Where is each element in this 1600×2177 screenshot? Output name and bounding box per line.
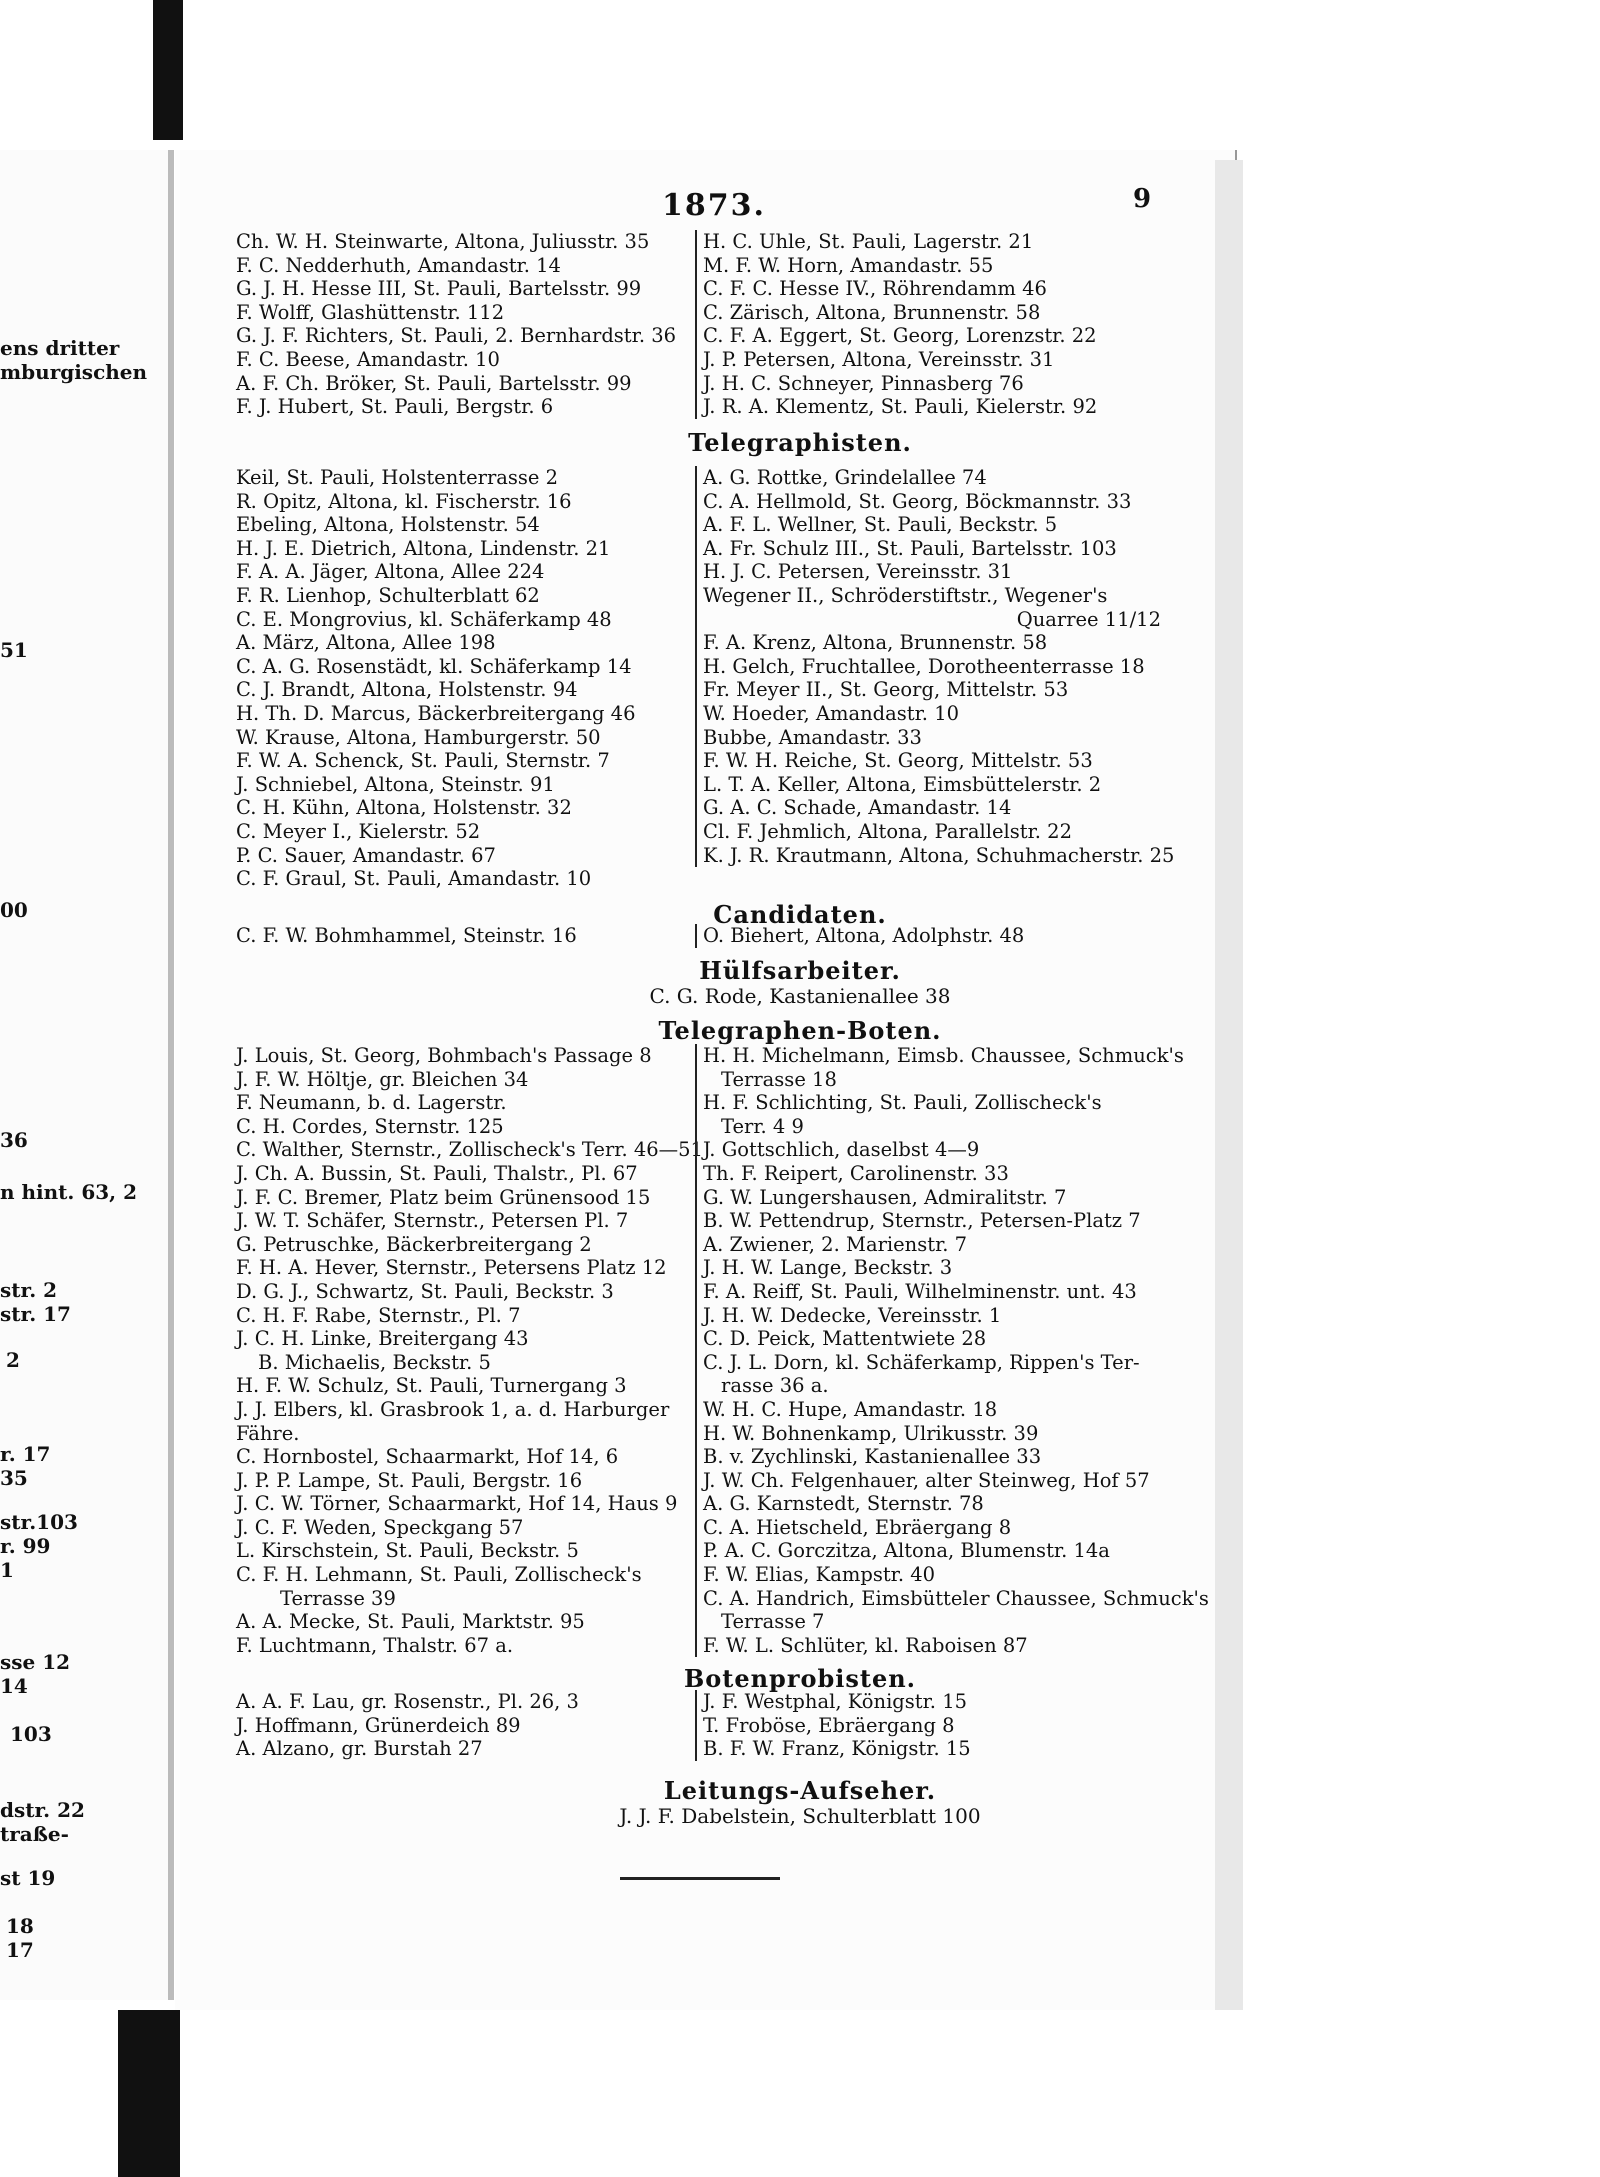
list-item: G. Petruschke, Bäckerbreitergang 2 — [236, 1232, 592, 1256]
fragment: mburgischen — [0, 360, 148, 384]
list-item: J. Gottschlich, daselbst 4—9 — [703, 1138, 980, 1162]
fragment: st 19 — [0, 1866, 56, 1890]
list-item: F. A. A. Jäger, Altona, Allee 224 — [236, 560, 545, 584]
list-item: Th. F. Reipert, Carolinenstr. 33 — [703, 1161, 1009, 1185]
list-item: C. J. L. Dorn, kl. Schäferkamp, Rippen's Ter- — [703, 1350, 1140, 1374]
list-item: J. C. W. Törner, Schaarmarkt, Hof 14, Haus 9 — [236, 1492, 678, 1516]
list-item: H. H. Michelmann, Eimsb. Chaussee, Schmuck's — [703, 1044, 1184, 1067]
list-item: C. J. Brandt, Altona, Holstenstr. 94 — [236, 678, 578, 702]
list-item: P. A. C. Gorczitza, Altona, Blumenstr. 14a — [703, 1539, 1110, 1563]
list-item: A. G. Karnstedt, Sternstr. 78 — [703, 1492, 984, 1516]
list-item: J. Schniebel, Altona, Steinstr. 91 — [236, 772, 555, 796]
list-item: F. W. A. Schenck, St. Pauli, Sternstr. 7 — [236, 749, 610, 773]
list-item: G. J. F. Richters, St. Pauli, 2. Bernhardstr. 36 — [236, 324, 677, 348]
list-item: F. C. Nedderhuth, Amandastr. 14 — [236, 253, 561, 277]
fragment: 35 — [0, 1466, 28, 1490]
list-item: H. Gelch, Fruchtallee, Dorotheenterrasse 18 — [703, 654, 1145, 678]
list-item: C. A. Hietscheld, Ebräergang 8 — [703, 1515, 1012, 1539]
list-item: A. G. Rottke, Grindelallee 74 — [703, 466, 987, 489]
list-item: J. F. W. Höltje, gr. Bleichen 34 — [236, 1067, 529, 1091]
list-item: A. A. F. Lau, gr. Rosenstr., Pl. 26, 3 — [236, 1690, 579, 1713]
list-item: F. J. Hubert, St. Pauli, Bergstr. 6 — [236, 395, 554, 419]
list-item: F. A. Reiff, St. Pauli, Wilhelminenstr. unt. 43 — [703, 1279, 1137, 1303]
list-item: J. P. P. Lampe, St. Pauli, Bergstr. 16 — [236, 1468, 583, 1492]
list-item: C. F. H. Lehmann, St. Pauli, Zollischeck's — [236, 1563, 642, 1587]
list-item: L. T. A. Keller, Altona, Eimsbüttelerstr. 2 — [703, 772, 1102, 796]
list-item: F. Luchtmann, Thalstr. 67 a. — [236, 1633, 514, 1657]
list-item: A. Alzano, gr. Burstah 27 — [236, 1737, 483, 1761]
list-item: J. R. A. Klementz, St. Pauli, Kielerstr. 92 — [703, 395, 1098, 419]
binding-shadow-bottom — [118, 2010, 180, 2177]
fragment: 18 — [6, 1914, 34, 1938]
list-item: C. H. F. Rabe, Sternstr., Pl. 7 — [236, 1303, 521, 1327]
list-item: J. H. W. Dedecke, Vereinsstr. 1 — [703, 1303, 1002, 1327]
top-right-column — [695, 230, 1173, 419]
fragment: 00 — [0, 898, 28, 922]
fragment: n hint. 63, 2 — [0, 1180, 138, 1204]
fragment: str. 17 — [0, 1302, 71, 1326]
page-year: 1873. — [662, 188, 766, 223]
list-item: J. H. W. Lange, Beckstr. 3 — [703, 1256, 953, 1280]
list-item: G. A. C. Schade, Amandastr. 14 — [703, 796, 1012, 820]
list-item: F. W. Elias, Kampstr. 40 — [703, 1563, 936, 1587]
list-item: C. F. A. Eggert, St. Georg, Lorenzstr. 22 — [703, 324, 1097, 348]
list-item: B. W. Pettendrup, Sternstr., Petersen-Platz 7 — [703, 1209, 1141, 1233]
fragment: 2 — [6, 1348, 20, 1372]
list-item-continuation: Terrasse 18 — [721, 1067, 837, 1091]
binding-shadow-top — [153, 0, 183, 140]
list-item: A. F. L. Wellner, St. Pauli, Beckstr. 5 — [703, 513, 1058, 537]
list-item: C. F. C. Hesse IV., Röhrendamm 46 — [703, 277, 1047, 301]
list-item: A. A. Mecke, St. Pauli, Marktstr. 95 — [236, 1610, 585, 1634]
list-item: P. C. Sauer, Amandastr. 67 — [236, 843, 496, 867]
fragment: 51 — [0, 638, 28, 662]
list-item: C. Zärisch, Altona, Brunnenstr. 58 — [703, 300, 1041, 324]
page-number: 9 — [1133, 184, 1152, 214]
list-item: L. Kirschstein, St. Pauli, Beckstr. 5 — [236, 1539, 579, 1563]
boten-left-column — [236, 1044, 703, 1657]
section-heading-botenprobisten: Botenprobisten. — [683, 1664, 917, 1693]
list-item: J. Hoffmann, Grünerdeich 89 — [236, 1713, 521, 1737]
candidaten-right-column — [695, 924, 1173, 948]
list-item: Cl. F. Jehmlich, Altona, Parallelstr. 22 — [703, 819, 1072, 843]
list-item: F. W. L. Schlüter, kl. Raboisen 87 — [703, 1633, 1028, 1657]
telegraphisten-left-column — [236, 466, 691, 891]
list-item: H. F. W. Schulz, St. Pauli, Turnergang 3 — [236, 1374, 627, 1398]
list-item: C. F. Graul, St. Pauli, Amandastr. 10 — [236, 867, 592, 891]
list-item: B. F. W. Franz, Königstr. 15 — [703, 1737, 971, 1761]
fragment: r. 17 — [0, 1442, 51, 1466]
list-item: A. Zwiener, 2. Marienstr. 7 — [703, 1232, 968, 1256]
fragment: 17 — [6, 1938, 34, 1962]
section-heading-telegraphen-boten: Telegraphen-Boten. — [658, 1016, 942, 1045]
fragment: 14 — [0, 1674, 28, 1698]
list-item: B. v. Zychlinski, Kastanienallee 33 — [703, 1445, 1042, 1469]
telegraphisten-right-column — [695, 466, 1173, 867]
list-item: R. Opitz, Altona, kl. Fischerstr. 16 — [236, 489, 572, 513]
list-item: H. F. Schlichting, St. Pauli, Zollischeck's — [703, 1091, 1102, 1115]
probisten-right-column — [695, 1690, 1173, 1761]
fragment: 36 — [0, 1128, 28, 1152]
fragment: ens dritter — [0, 336, 120, 360]
list-item: H. W. Bohnenkamp, Ulrikusstr. 39 — [703, 1421, 1039, 1445]
list-item: H. C. Uhle, St. Pauli, Lagerstr. 21 — [703, 230, 1034, 253]
list-item: J. W. T. Schäfer, Sternstr., Petersen Pl. 7 — [236, 1209, 629, 1233]
list-item: C. A. Handrich, Eimsbütteler Chaussee, Schmuck's — [703, 1586, 1209, 1610]
list-item: Keil, St. Pauli, Holstenterrasse 2 — [236, 466, 559, 489]
list-item: J. W. Ch. Felgenhauer, alter Steinweg, Hof 57 — [703, 1468, 1150, 1492]
section-heading-leitungs-aufseher: Leitungs-Aufseher. — [663, 1776, 937, 1805]
list-item: J. C. H. Linke, Breitergang 43 — [236, 1327, 529, 1351]
list-item: J. F. C. Bremer, Platz beim Grünensood 15 — [236, 1185, 651, 1209]
probisten-left-column — [236, 1690, 691, 1761]
list-item: Ebeling, Altona, Holstenstr. 54 — [236, 513, 540, 537]
fragment: r. 99 — [0, 1534, 51, 1558]
list-item-continuation: Quarree 11/12 — [1016, 607, 1161, 631]
fragment: traße- — [0, 1822, 69, 1846]
list-item-continuation: Fähre. — [236, 1421, 300, 1445]
list-item: A. Fr. Schulz III., St. Pauli, Bartelsstr. 103 — [703, 536, 1117, 560]
list-item-continuation: Terrasse 7 — [721, 1610, 825, 1634]
list-item: H. Th. D. Marcus, Bäckerbreitergang 46 — [236, 701, 636, 725]
fragment: str. 2 — [0, 1278, 58, 1302]
list-item: C. H. Kühn, Altona, Holstenstr. 32 — [236, 796, 572, 820]
list-item: W. Hoeder, Amandastr. 10 — [703, 701, 960, 725]
list-item: J. J. F. Dabelstein, Schulterblatt 100 — [619, 1804, 981, 1828]
list-item: Wegener II., Schröderstiftstr., Wegener's — [703, 583, 1108, 607]
closing-rule — [620, 1877, 780, 1880]
list-item: O. Biehert, Altona, Adolphstr. 48 — [703, 924, 1025, 947]
fragment: sse 12 — [0, 1650, 71, 1674]
fragment: str.103 — [0, 1510, 78, 1534]
list-item: J. F. Westphal, Königstr. 15 — [703, 1690, 968, 1713]
list-item: W. H. C. Hupe, Amandastr. 18 — [703, 1397, 998, 1421]
top-left-column — [236, 230, 691, 419]
list-item: B. Michaelis, Beckstr. 5 — [258, 1350, 491, 1374]
list-item-continuation: rasse 36 a. — [721, 1374, 829, 1398]
list-item: G. W. Lungershausen, Admiralitstr. 7 — [703, 1185, 1067, 1209]
list-item: K. J. R. Krautmann, Altona, Schuhmacherstr. 25 — [703, 843, 1175, 867]
list-item: H. J. C. Petersen, Vereinsstr. 31 — [703, 560, 1013, 584]
list-item: G. J. H. Hesse III, St. Pauli, Bartelsstr. 99 — [236, 277, 642, 301]
list-item: C. A. G. Rosenstädt, kl. Schäferkamp 14 — [236, 654, 632, 678]
list-item: J. J. Elbers, kl. Grasbrook 1, a. d. Harburger — [236, 1397, 670, 1421]
fragment: dstr. 22 — [0, 1798, 85, 1822]
list-item: C. Walther, Sternstr., Zollischeck's Terr. 46—51 — [236, 1138, 703, 1162]
list-item: J. C. F. Weden, Speckgang 57 — [236, 1515, 524, 1539]
list-item: F. H. A. Hever, Sternstr., Petersens Platz 12 — [236, 1256, 667, 1280]
fragment: 103 — [10, 1722, 52, 1746]
fragment: 1 — [0, 1558, 14, 1582]
list-item: F. R. Lienhop, Schulterblatt 62 — [236, 583, 540, 607]
list-item: C. E. Mongrovius, kl. Schäferkamp 48 — [236, 607, 612, 631]
list-item: T. Froböse, Ebräergang 8 — [703, 1713, 955, 1737]
section-heading-huelfsarbeiter: Hülfsarbeiter. — [699, 956, 901, 985]
section-heading-candidaten: Candidaten. — [713, 900, 887, 929]
list-item: Fr. Meyer II., St. Georg, Mittelstr. 53 — [703, 678, 1069, 702]
list-item: J. Louis, St. Georg, Bohmbach's Passage 8 — [236, 1044, 652, 1067]
list-item: H. J. E. Dietrich, Altona, Lindenstr. 21 — [236, 536, 611, 560]
list-item: Ch. W. H. Steinwarte, Altona, Juliusstr. 35 — [236, 230, 650, 253]
list-item: Bubbe, Amandastr. 33 — [703, 725, 922, 749]
list-item: C. Meyer I., Kielerstr. 52 — [236, 819, 481, 843]
list-item: W. Krause, Altona, Hamburgerstr. 50 — [236, 725, 601, 749]
list-item: A. F. Ch. Bröker, St. Pauli, Bartelsstr. 99 — [236, 371, 632, 395]
list-item: C. G. Rode, Kastanienallee 38 — [649, 984, 951, 1008]
list-item: F. W. H. Reiche, St. Georg, Mittelstr. 53 — [703, 749, 1093, 773]
boten-right-column — [695, 1044, 1209, 1657]
list-item: C. A. Hellmold, St. Georg, Böckmannstr. 33 — [703, 489, 1132, 513]
list-item: J. Ch. A. Bussin, St. Pauli, Thalstr., Pl. 67 — [236, 1161, 638, 1185]
list-item: J. P. Petersen, Altona, Vereinsstr. 31 — [703, 347, 1055, 371]
list-item: C. F. W. Bohmhammel, Steinstr. 16 — [236, 924, 577, 947]
list-item: F. Wolff, Glashüttenstr. 112 — [236, 300, 505, 324]
list-item: C. D. Peick, Mattentwiete 28 — [703, 1327, 987, 1351]
list-item: J. H. C. Schneyer, Pinnasberg 76 — [703, 371, 1024, 395]
list-item-continuation: Terrasse 39 — [280, 1586, 396, 1610]
list-item: F. A. Krenz, Altona, Brunnenstr. 58 — [703, 631, 1048, 655]
list-item: C. H. Cordes, Sternstr. 125 — [236, 1114, 504, 1138]
section-heading-telegraphisten: Telegraphisten. — [688, 428, 912, 457]
list-item-continuation: Terr. 4 9 — [721, 1114, 804, 1138]
list-item: C. Hornbostel, Schaarmarkt, Hof 14, 6 — [236, 1445, 619, 1469]
candidaten-left-column — [236, 924, 691, 948]
list-item: A. März, Altona, Allee 198 — [236, 631, 496, 655]
list-item: M. F. W. Horn, Amandastr. 55 — [703, 253, 994, 277]
list-item: F. Neumann, b. d. Lagerstr. — [236, 1091, 507, 1115]
list-item: F. C. Beese, Amandastr. 10 — [236, 347, 500, 371]
list-item: D. G. J., Schwartz, St. Pauli, Beckstr. 3 — [236, 1279, 614, 1303]
